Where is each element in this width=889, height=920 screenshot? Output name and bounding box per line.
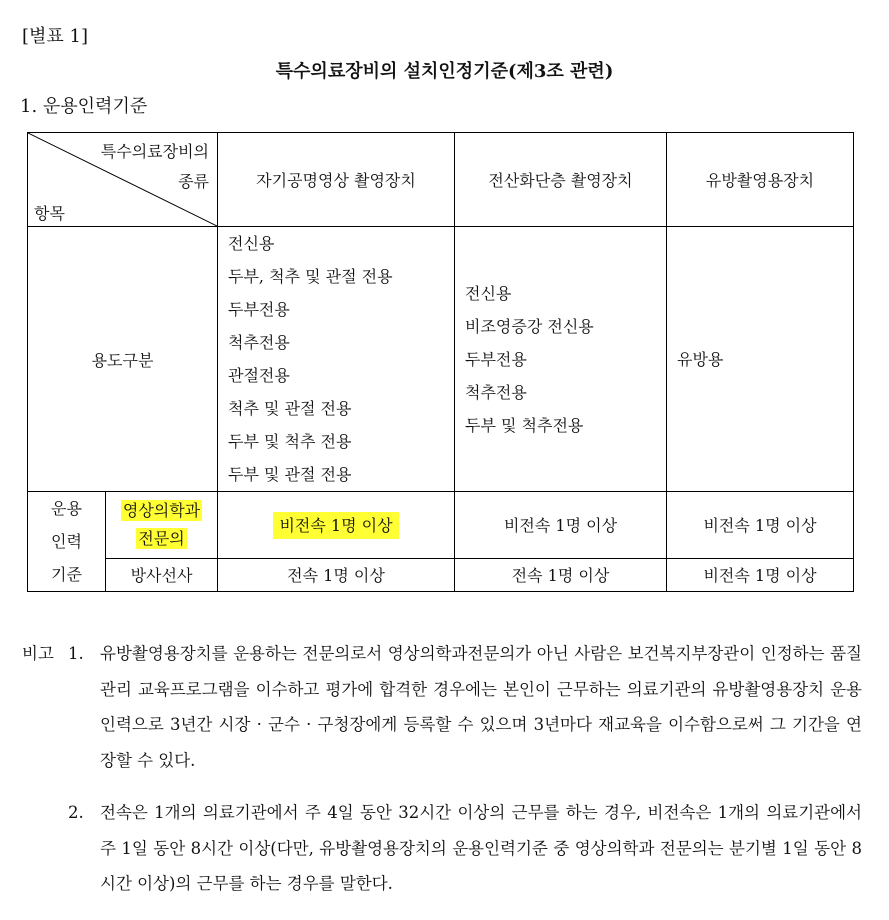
corner-label-line2: 종류 <box>178 172 209 191</box>
radiology-doctor-ct: 비전속 1명 이상 <box>455 492 667 559</box>
corner-equipment-type-label <box>101 137 209 197</box>
table-header-row <box>28 133 854 227</box>
corner-label-line1: 특수의료장비의 <box>100 142 209 161</box>
list-item: 전신용 <box>465 283 512 303</box>
col-header-mammography: 유방촬영용장치 <box>667 133 854 227</box>
note-text: 유방촬영용장치를 운용하는 전문의로서 영상의학과전문의가 아닌 사람은 보건복지부장관이 인정하는 품질관리 교육프로그램을 이수하고 평가에 합격한 경우에는 본인이 근무하는 의료기관의 유방촬영용장치 운용인력으로 3년간 시장 · 군수 · 구청장에게 등록할 수 있으며 3년마다 재교육을 이수함으로써 그 기간을 연장할 수 있다. <box>100 644 862 770</box>
purpose-ct-cell <box>455 227 667 492</box>
radiology-doctor-mammography: 비전속 1명 이상 <box>667 492 854 559</box>
staff-standard-label <box>28 492 106 592</box>
list-item: 유방용 <box>677 349 724 369</box>
list-item: 두부, 척추 및 관절 전용 <box>228 267 393 286</box>
radiographer-mammography: 비전속 1명 이상 <box>667 558 854 591</box>
note-item-1 <box>22 636 862 778</box>
highlighted-text: 영상의학과 <box>122 500 201 520</box>
list-item: 관절전용 <box>228 366 290 385</box>
list-item: 척추 및 관절 전용 <box>228 399 352 418</box>
corner-header-cell <box>28 133 218 227</box>
note-item-2 <box>22 795 862 902</box>
notes-section <box>22 636 862 902</box>
note-text: 전속은 1개의 의료기관에서 주 4일 동안 32시간 이상의 근무를 하는 경우, 비전속은 1개의 의료기관에서 주 1일 동안 8시간 이상(다만, 유방촬영용장치의 운용인력기준 중 영상의학과 전문의는 분기별 1일 동안 8시간 이상)의 근무를 하는 경우를 말한다. <box>100 803 862 893</box>
staff-label-line: 기준 <box>51 565 82 584</box>
col-header-ct: 전산화단층 촬영장치 <box>455 133 667 227</box>
list-item: 전신용 <box>228 234 275 253</box>
list-item: 비조영증강 전신용 <box>465 316 594 336</box>
purpose-mri-cell <box>218 227 455 492</box>
document-title: 특수의료장비의 설치인정기준(제3조 관련) <box>275 61 614 82</box>
staffing-standards-table <box>27 132 854 592</box>
staff-label-line: 운용 <box>51 499 82 518</box>
corner-item-label: 항목 <box>34 204 65 223</box>
notes-prefix: 비고 <box>22 644 54 663</box>
list-item: 척추전용 <box>465 382 527 402</box>
radiology-doctor-row <box>28 492 854 559</box>
list-item: 두부전용 <box>228 300 290 319</box>
note-number: 2. <box>68 803 84 822</box>
highlighted-text: 비전속 1명 이상 <box>273 512 398 539</box>
list-item: 척추전용 <box>228 333 290 352</box>
list-item: 두부 및 척추 전용 <box>228 432 352 451</box>
col-header-mri: 자기공명영상 촬영장치 <box>218 133 455 227</box>
radiology-doctor-label <box>106 492 218 559</box>
purpose-label: 용도구분 <box>28 227 218 492</box>
radiographer-mri: 전속 1명 이상 <box>218 558 455 591</box>
staff-label-line: 인력 <box>51 532 82 551</box>
highlighted-text: 전문의 <box>138 528 185 548</box>
list-item: 두부전용 <box>465 349 527 369</box>
purpose-mammography-cell <box>667 227 854 492</box>
section-title: 1. 운용인력기준 <box>20 96 148 117</box>
radiographer-label: 방사선사 <box>106 558 218 591</box>
note-number: 1. <box>68 644 84 663</box>
annex-label: [별표 1] <box>22 26 88 47</box>
purpose-row <box>28 227 854 492</box>
list-item: 두부 및 관절 전용 <box>228 465 352 484</box>
radiology-doctor-mri <box>218 492 455 559</box>
radiographer-row <box>28 558 854 591</box>
radiographer-ct: 전속 1명 이상 <box>455 558 667 591</box>
list-item: 두부 및 척추전용 <box>465 415 584 435</box>
